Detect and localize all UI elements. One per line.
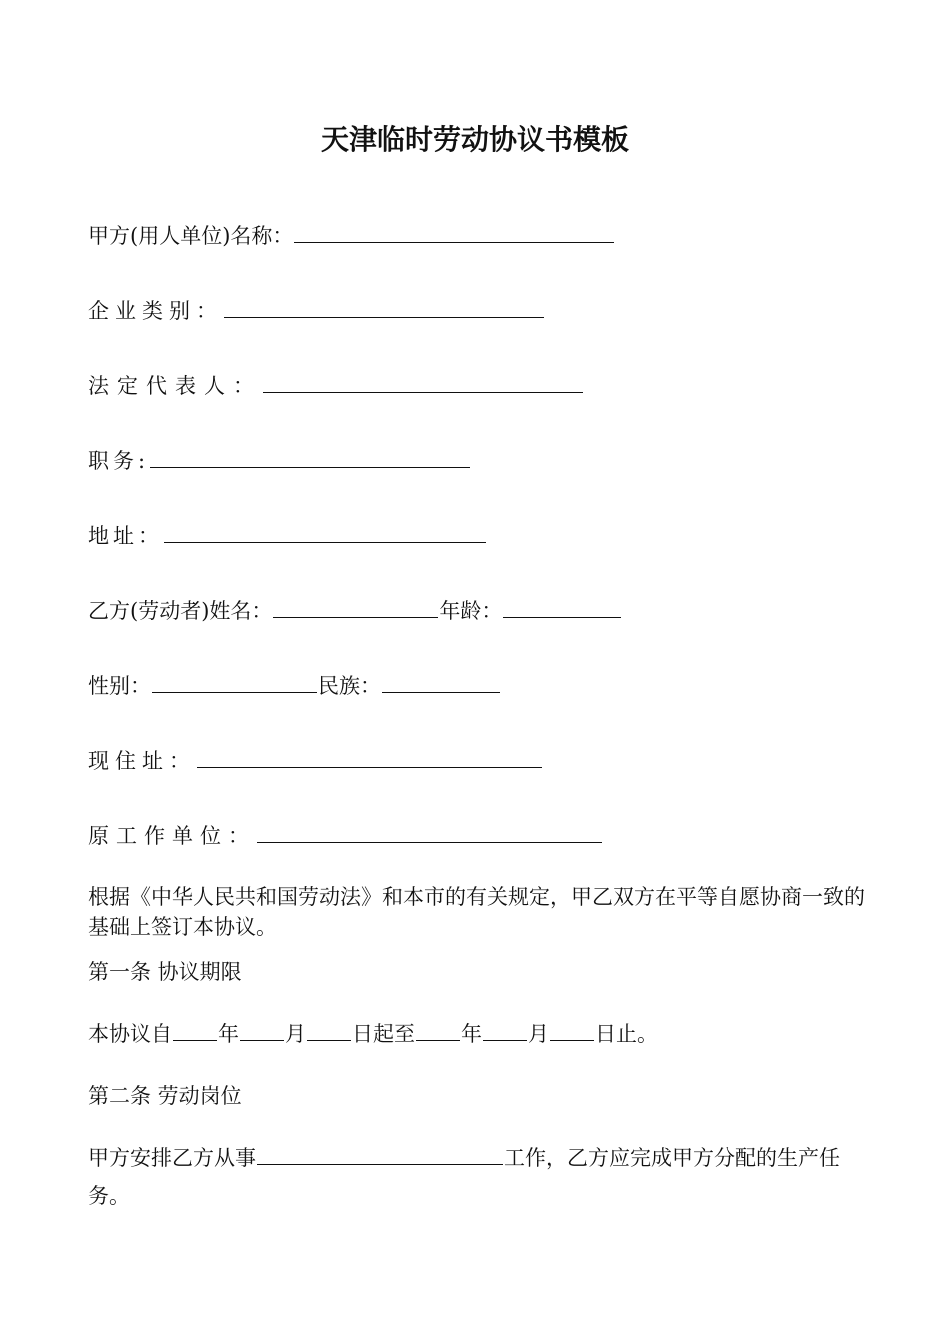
end-month-blank[interactable] <box>483 1020 527 1041</box>
legal-rep-line <box>88 372 584 400</box>
position-blank[interactable] <box>150 447 470 468</box>
job-blank[interactable] <box>257 1144 503 1165</box>
employer-name-line <box>88 222 615 250</box>
legal-rep-blank[interactable] <box>263 372 583 393</box>
employer-name-blank[interactable] <box>294 222 614 243</box>
enterprise-type-label: 企业类别： <box>88 299 223 323</box>
former-employer-label: 原工作单位： <box>88 824 256 848</box>
address-line <box>88 522 487 550</box>
worker-name-line <box>88 597 622 625</box>
current-address-blank[interactable] <box>197 747 542 768</box>
worker-name-blank[interactable] <box>273 597 438 618</box>
year-text-2: 年 <box>461 1022 482 1046</box>
day-from-text: 日起至 <box>352 1022 415 1046</box>
address-blank[interactable] <box>164 522 486 543</box>
worker-name-label: 乙方(劳动者)姓名： <box>88 599 273 623</box>
job-assign-text: 甲方安排乙方从事 <box>88 1146 256 1170</box>
ethnicity-label: 民族： <box>318 674 381 698</box>
article2-paragraph <box>88 1139 878 1215</box>
end-day-blank[interactable] <box>550 1020 594 1041</box>
employer-name-label: 甲方(用人单位)名称： <box>88 224 294 248</box>
age-blank[interactable] <box>503 597 621 618</box>
article1-term-line <box>88 1020 658 1048</box>
day-to-text: 日止。 <box>595 1022 658 1046</box>
job-duty-text: 工作，乙方应完成甲方分配的生产任务。 <box>88 1146 840 1208</box>
start-day-blank[interactable] <box>307 1020 351 1041</box>
article2-heading: 第二条 劳动岗位 <box>88 1084 242 1108</box>
start-month-blank[interactable] <box>240 1020 284 1041</box>
current-address-label: 现住址： <box>88 749 196 773</box>
year-text: 年 <box>218 1022 239 1046</box>
intro-paragraph: 根据《中华人民共和国劳动法》和本市的有关规定，甲乙双方在平等自愿协商一致的基础上签订本协议。 <box>88 885 865 939</box>
ethnicity-blank[interactable] <box>382 672 500 693</box>
gender-blank[interactable] <box>152 672 317 693</box>
end-year-blank[interactable] <box>416 1020 460 1041</box>
term-from-text: 本协议自 <box>88 1022 172 1046</box>
position-line <box>88 447 471 475</box>
enterprise-type-blank[interactable] <box>224 297 544 318</box>
document-title: 天津临时劳动协议书模板 <box>320 123 629 156</box>
legal-rep-label: 法定代表人： <box>88 374 262 398</box>
address-label: 地址： <box>88 524 163 548</box>
position-label: 职务: <box>88 449 150 473</box>
former-employer-blank[interactable] <box>257 822 602 843</box>
gender-label: 性别： <box>88 674 151 698</box>
former-employer-line <box>88 822 603 850</box>
month-text: 月 <box>285 1022 306 1046</box>
month-text-2: 月 <box>528 1022 549 1046</box>
enterprise-type-line <box>88 297 545 325</box>
start-year-blank[interactable] <box>173 1020 217 1041</box>
article1-heading: 第一条 协议期限 <box>88 960 242 984</box>
gender-line <box>88 672 501 700</box>
current-address-line <box>88 747 543 775</box>
age-label: 年龄： <box>439 599 503 623</box>
